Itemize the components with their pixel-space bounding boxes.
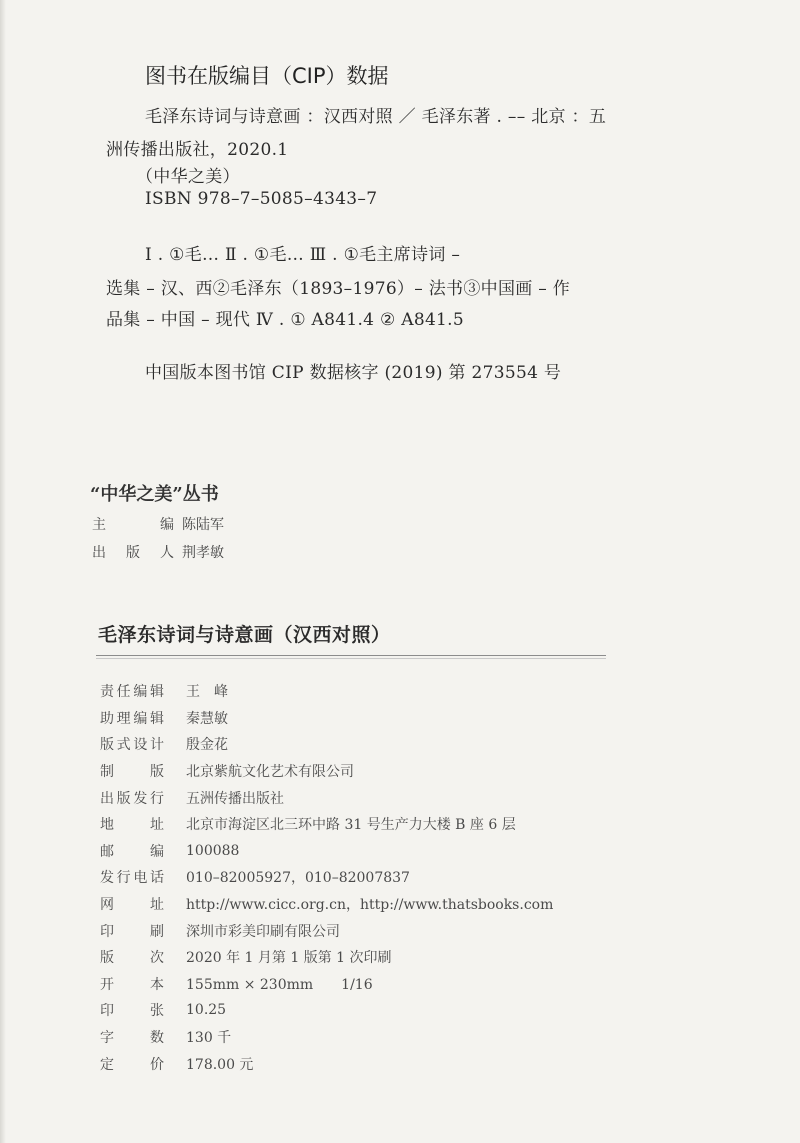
info-row: [100, 705, 660, 732]
info-value: 五洲传播出版社: [186, 790, 284, 807]
info-row: [100, 731, 660, 758]
role-row-editor: [92, 514, 224, 534]
info-label: 地址: [100, 817, 164, 834]
info-label: 版次: [100, 950, 164, 967]
cip-line-classification-3: 品集 – 中国 – 现代 Ⅳ . ① A841.4 ② A841.5: [106, 310, 464, 330]
info-value: 王 峰: [186, 684, 228, 701]
info-label: 网址: [100, 897, 164, 914]
series-title: “中华之美”丛书: [90, 484, 219, 505]
info-label: 制版: [100, 764, 164, 781]
info-value: 2020 年 1 月第 1 版第 1 次印刷: [186, 950, 392, 967]
info-value: http://www.cicc.org.cn，http://www.thatsbooks.com: [186, 897, 554, 914]
info-row: [100, 997, 660, 1024]
cip-line-classification-2: 选集 – 汉、西②毛泽东（1893–1976）– 法书③中国画 – 作: [106, 279, 571, 299]
info-row: [100, 838, 660, 865]
role-label: 出版人: [92, 545, 174, 561]
info-value: 北京紫航文化艺术有限公司: [186, 764, 354, 781]
publication-info-list: [100, 678, 660, 1077]
info-label: 责任编辑: [100, 684, 164, 701]
info-label: 发行电话: [100, 870, 164, 887]
info-row: [100, 917, 660, 944]
info-row: [100, 784, 660, 811]
divider-line: [96, 655, 606, 656]
info-value: 北京市海淀区北三环中路 31 号生产力大楼 B 座 6 层: [186, 817, 516, 834]
info-value: 155mm × 230mm 1/16: [186, 976, 373, 993]
info-value: 130 千: [186, 1030, 232, 1047]
info-label: 印张: [100, 1003, 164, 1020]
info-row: [100, 1024, 660, 1051]
book-title: 毛泽东诗词与诗意画（汉西对照）: [98, 624, 391, 646]
info-value: 178.00 元: [186, 1056, 254, 1073]
role-value: 陈陆军: [182, 517, 224, 533]
info-row: [100, 758, 660, 785]
info-value: 100088: [186, 842, 240, 859]
role-label: 主编: [92, 517, 174, 533]
cip-line-series: （中华之美）: [136, 167, 240, 187]
info-value: 秦慧敏: [186, 710, 228, 727]
cip-title: 图书在版编目（CIP）数据: [145, 64, 389, 88]
info-label: 出版发行: [100, 790, 164, 807]
info-label: 印刷: [100, 923, 164, 940]
cip-line-title: 毛泽东诗词与诗意画 ：汉西对照 ／ 毛泽东著 . –– 北京 ：五: [145, 107, 607, 127]
info-label: 版式设计: [100, 737, 164, 754]
info-row: [100, 864, 660, 891]
info-label: 助理编辑: [100, 710, 164, 727]
info-row: [100, 891, 660, 918]
cip-line-isbn: ISBN 978–7–5085–4343–7: [145, 189, 378, 209]
info-value: 深圳市彩美印刷有限公司: [186, 923, 340, 940]
info-row: [100, 1050, 660, 1077]
info-value: 殷金花: [186, 737, 228, 754]
info-label: 定价: [100, 1056, 164, 1073]
info-value: 010–82005927，010–82007837: [186, 870, 410, 887]
info-row: [100, 678, 660, 705]
info-row: [100, 971, 660, 998]
divider-line-faint: [96, 658, 606, 659]
role-row-publisher: [92, 542, 224, 562]
info-label: 字数: [100, 1030, 164, 1047]
info-label: 邮编: [100, 843, 164, 860]
page-edge-shadow: [0, 0, 6, 1143]
cip-line-classification-1: Ⅰ . ①毛… Ⅱ . ①毛… Ⅲ . ①毛主席诗词 –: [145, 245, 461, 265]
cip-line-record-number: 中国版本图书馆 CIP 数据核字 (2019) 第 273554 号: [145, 363, 562, 383]
cip-line-publisher: 洲传播出版社，2020.1: [106, 140, 289, 160]
info-label: 开本: [100, 976, 164, 993]
info-row: [100, 944, 660, 971]
role-value: 荆孝敏: [182, 545, 224, 561]
info-value: 10.25: [186, 1002, 227, 1019]
info-row: [100, 811, 660, 838]
